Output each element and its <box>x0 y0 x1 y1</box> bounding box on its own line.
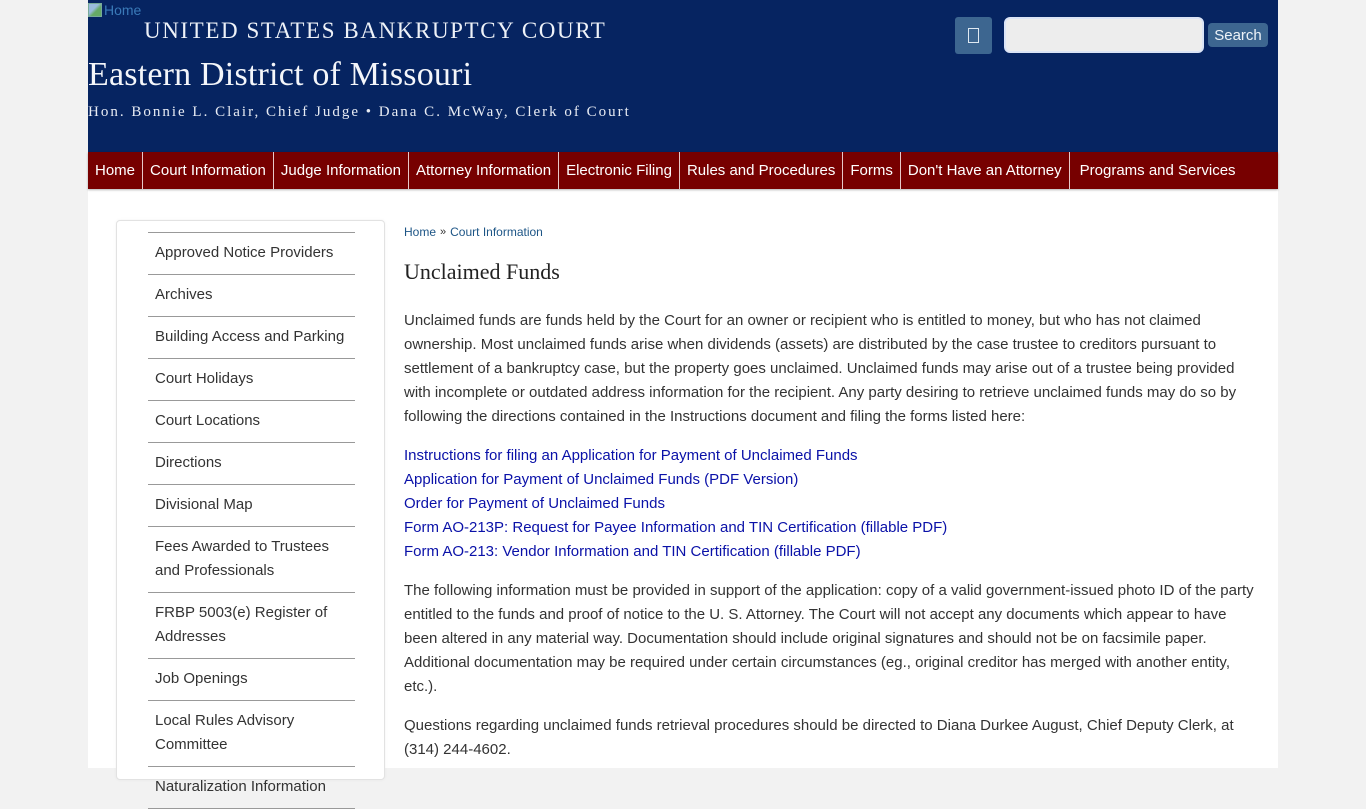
district-name: Eastern District of Missouri <box>88 56 473 93</box>
breadcrumb <box>404 225 1254 239</box>
breadcrumb-home[interactable]: Home <box>404 225 437 239</box>
sidebar-item-building-access[interactable]: Building Access and Parking <box>148 317 355 359</box>
nav-rules-and-procedures[interactable]: Rules and Procedures <box>680 152 843 189</box>
sidebar-item-court-holidays[interactable]: Court Holidays <box>148 359 355 401</box>
nav-dont-have-an-attorney[interactable]: Don't Have an Attorney <box>901 152 1070 189</box>
page-title: Unclaimed Funds <box>404 259 560 284</box>
link-form-ao-213[interactable]: Form AO-213: Vendor Information and TIN Certification (fillable PDF) <box>404 543 861 560</box>
main-nav <box>88 152 1278 189</box>
intro-paragraph: Unclaimed funds are funds held by the Court for an owner or recipient who is entitled to money, but who has not claimed ownership. Most unclaimed funds arise when dividends (assets) are distributed by the case trustee to creditors pursuant to settlement of a bankruptcy case, but the property goes unclaimed. Unclaimed funds may arise out of a trustee being provided with incomplete or outdated address information for the recipient. Any party desiring to retrieve unclaimed funds may do so by following the directions contained in the Instructions document and filing the forms listed here: <box>404 312 1237 425</box>
nav-electronic-filing[interactable]: Electronic Filing <box>559 152 680 189</box>
nav-attorney-information[interactable]: Attorney Information <box>409 152 559 189</box>
sidebar-item-job-openings[interactable]: Job Openings <box>148 659 355 701</box>
toggle-button[interactable] <box>955 17 992 54</box>
search-input[interactable] <box>1004 17 1204 53</box>
search-button[interactable]: Search <box>1208 23 1268 47</box>
contact-paragraph: Questions regarding unclaimed funds retrieval procedures should be directed to Diana Durkee August, Chief Deputy Clerk, at (314) 244-4602. <box>404 717 1234 758</box>
page-container <box>88 0 1278 795</box>
link-order-for-payment[interactable]: Order for Payment of Unclaimed Funds <box>404 495 665 512</box>
breadcrumb-court-information[interactable]: Court Information <box>450 225 543 239</box>
requirements-paragraph: The following information must be provided in support of the application: copy of a valid government-issued photo ID of the party entitled to the funds and proof of notice to the U. S. Attorney. The Court will not accept any documents which appear to have been altered in any material way. Documentation should include original signatures and should not be on facsimile paper. Additional documentation may be required under certain circumstances (eg., original creditor has merged with another entity, etc.). <box>404 582 1254 695</box>
breadcrumb-separator: » <box>440 226 447 238</box>
sidebar-item-frbp-register[interactable]: FRBP 5003(e) Register of Addresses <box>148 593 355 659</box>
sidebar-item-approved-notice-providers[interactable]: Approved Notice Providers <box>148 233 355 275</box>
home-image-alt: Home <box>104 2 142 18</box>
sidebar-item-local-rules-committee[interactable]: Local Rules Advisory Committee <box>148 701 355 767</box>
sidebar-item-archives[interactable]: Archives <box>148 275 355 317</box>
home-logo-link[interactable] <box>88 2 141 18</box>
sidebar-item-court-locations[interactable]: Court Locations <box>148 401 355 443</box>
nav-judge-information[interactable]: Judge Information <box>274 152 409 189</box>
nav-forms[interactable]: Forms <box>843 152 901 189</box>
sidebar <box>116 220 385 795</box>
link-instructions[interactable]: Instructions for filing an Application for Payment of Unclaimed Funds <box>404 447 858 464</box>
court-officials: Hon. Bonnie L. Clair, Chief Judge • Dana C. McWay, Clerk of Court <box>88 104 631 120</box>
link-application-pdf[interactable]: Application for Payment of Unclaimed Funds (PDF Version) <box>404 471 799 488</box>
sidebar-menu <box>148 232 355 809</box>
missing-glyph-icon <box>968 28 979 43</box>
main-content <box>404 220 1254 762</box>
nav-court-information[interactable]: Court Information <box>143 152 274 189</box>
sidebar-item-naturalization[interactable]: Naturalization Information <box>148 767 355 809</box>
link-form-ao-213p[interactable]: Form AO-213P: Request for Payee Information and TIN Certification (fillable PDF) <box>404 519 948 536</box>
nav-programs-and-services[interactable]: Programs and Services <box>1079 162 1236 179</box>
site-header <box>88 0 1278 152</box>
sidebar-item-fees-awarded[interactable]: Fees Awarded to Trustees and Professionals <box>148 527 355 593</box>
broken-image-icon <box>88 3 102 17</box>
sidebar-item-directions[interactable]: Directions <box>148 443 355 485</box>
sidebar-item-divisional-map[interactable]: Divisional Map <box>148 485 355 527</box>
nav-home[interactable]: Home <box>88 152 143 189</box>
court-name: UNITED STATES BANKRUPTCY COURT <box>144 18 607 43</box>
forms-link-list <box>404 444 1254 564</box>
